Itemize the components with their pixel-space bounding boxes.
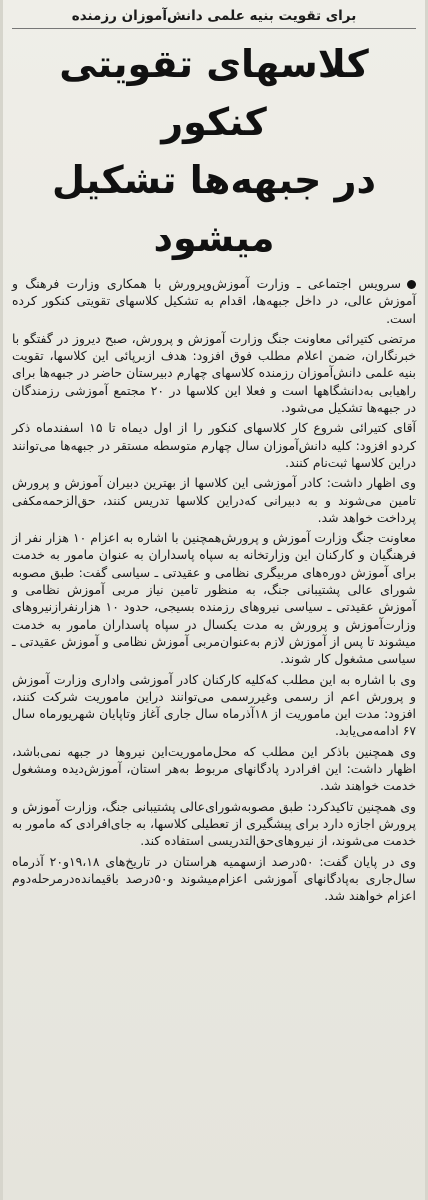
paragraph-9: وی در پایان گفت: ۵۰درصد ازسهمیه هراستان در تاریخ‌های ۱۹،۱۸و۲۰ آذرماه سال‌جاری به‌پادگانهای آموزشی اعزام‌میشوند و۵۰درصد باقیمانده‌درمرحله‌دوم اعزام خواهند شد.	[12, 853, 416, 904]
paragraph-6: وی با اشاره به این مطلب که‌کلیه کارکنان کادر آموزشی واداری وزارت آموزش و پرورش اعم از رسمی وغیررسمی می‌توانند دراین ماموریت شرکت کنند، افزود: مدت این ماموریت از ۱۸آذرماه سال جاری آغاز وتاپایان شهریورماه سال ۶۷ ادامه‌می‌یابد.	[12, 671, 416, 739]
article-body	[12, 275, 416, 904]
paragraph-7: وی همچنین باذکر این مطلب که محل‌ماموریت‌این نیروها در جبهه نمی‌باشد، اظهار داشت: این افرادرد پادگانهای مربوط به‌هر استان، آموزش‌دیده ومشغول خدمت خواهند شد.	[12, 743, 416, 794]
paragraph-1	[12, 275, 416, 327]
bullet-icon	[407, 280, 416, 289]
paragraph-2: مرتضی کتیرائی معاونت جنگ وزارت آموزش و پرورش، صبح دیروز در گفتگو با خبرنگاران، ضمن اعلام مطلب فوق افزود: هدف ازبرپائی این کلاسها، تقویت بنیه علمی دانش‌آموزان رزمنده کلاسهای چهارم دبیرستان حاضر در جبهه‌ها برای راهیابی به‌دانشگاهها است و فعلا این کلاسها در ۲۰ مجتمع آموزشی رزمندگان در جبهه‌ها تشکیل می‌شود.	[12, 330, 416, 416]
paragraph-4: وی اظهار داشت: کادر آموزشی این کلاسها از بهترین دبیران آموزش و پرورش تامین می‌شوند و به دبیرانی که‌دراین کلاسها تدریس کنند، حق‌الزحمه‌مکفی پرداخت خواهد شد.	[12, 475, 416, 525]
headline-line-1: کلاسهای تقویتی کنکور	[59, 42, 369, 144]
kicker-rule	[12, 28, 416, 29]
paragraph-1-text: سرویس اجتماعی ـ وزارت آموزش‌وپرورش با همکاری وزارت فرهنگ و آموزش عالی، در داخل جبهه‌ها، اقدام به تشکیل کلاسهای تقویتی کنکور کرده است.	[12, 276, 416, 326]
clipping-left-edge	[0, 0, 3, 1200]
headline-line-2: در جبهه‌ها تشکیل میشود	[52, 158, 376, 260]
paragraph-8: وی همچنین تاکیدکرد: طبق مصوبه‌شورای‌عالی پشتیبانی جنگ، وزارت آموزش و پرورش اجازه دارد برای پیشگیری از تعطیلی کلاسها، به جای‌افرادی که مامور به خدمت می‌شوند، از نیروهای‌حق‌التدریسی استفاده کند.	[12, 798, 416, 849]
paragraph-3: آقای کتیرائی شروع کار کلاسهای کنکور را از اول دیماه تا ۱۵ اسفندماه ذکر کردو افزود: کلیه دانش‌آموزان سال چهارم متوسطه مستقر در جبهه‌ها می‌توانند دراین کلاسها ثبت‌نام کنند.	[12, 420, 416, 470]
kicker-line: برای تقویت بنیه علمی دانش‌آموزان رزمنده	[71, 8, 357, 24]
paragraph-5: معاونت جنگ وزارت آموزش و پرورش‌همچنین با اشاره به اعزام ۱۰ هزار نفر از فرهنگیان و کارکنان این وزارتخانه به سپاه پاسداران به عنوان مامور به خدمت برای آموزش دوره‌های مربیگری نظامی و عقیدتی ـ سیاسی گفت: طبق مصوبه شورای عالی پشتیبانی جنگ، به منظور تامین نیاز مربی آموزش نظامی و آموزش عقیدتی ـ سیاسی نیروهای رزمنده بسیجی، حدود ۱۰ هزارنفرازنیروهای وزارت‌آموزش و پرورش به مدت یکسال در سپاه پاسداران مامور به خدمت میشوند تا پس از آموزش لازم به‌عنوان‌مربی آموزش نظامی و آموزش عقیدتی ـ سیاسی مشغول کار شوند.	[12, 530, 417, 667]
